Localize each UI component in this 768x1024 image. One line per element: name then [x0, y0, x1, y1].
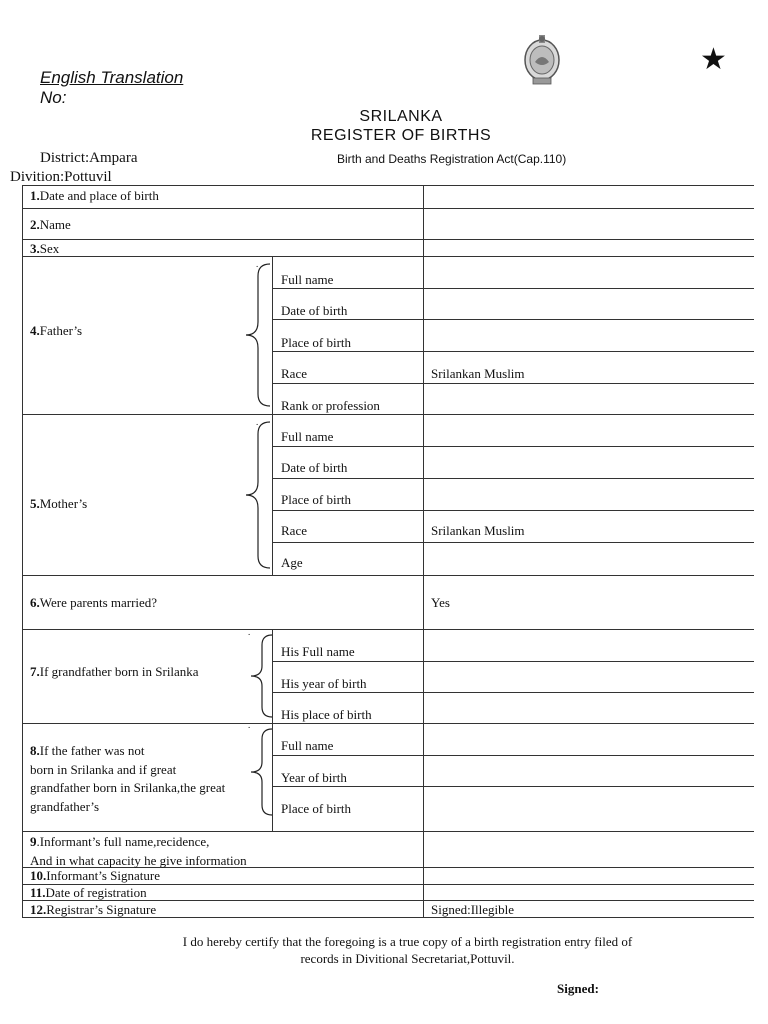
- district-label: District:Ampara: [40, 150, 138, 166]
- table-line: [22, 575, 754, 576]
- table-line: [22, 208, 754, 209]
- table-line: [272, 319, 754, 320]
- row-2-label: 2.Name: [30, 217, 71, 232]
- row-8-label: 8.If the father was not born in Srilanka and if great grandfather born in Srilanka,the great grandfather’s: [30, 743, 226, 814]
- country-title: SRILANKA: [359, 108, 443, 125]
- table-line: [22, 185, 23, 917]
- english-translation-heading: English Translation: [40, 68, 184, 87]
- tick-mark: .: [256, 417, 259, 427]
- great-grandfather-year-of-birth-label: Year of birth: [281, 770, 347, 785]
- table-line: [272, 510, 754, 511]
- grandfather-year-of-birth-label: His year of birth: [281, 676, 367, 691]
- tick-mark: .: [256, 259, 259, 269]
- table-line: [272, 786, 754, 787]
- row-11-label: 11.Date of registration: [30, 885, 147, 900]
- table-line: [272, 661, 754, 662]
- father-race-label: Race: [281, 366, 307, 381]
- signed-label: Signed:: [557, 981, 599, 996]
- star-icon: ★: [700, 42, 727, 77]
- mother-race-value: Srilankan Muslim: [431, 523, 525, 538]
- division-label: Divition:Pottuvil: [10, 169, 112, 185]
- table-line: [272, 446, 754, 447]
- row-6-label: 6.Were parents married?: [30, 595, 158, 610]
- row-7-label: 7.If grandfather born in Srilanka: [30, 664, 199, 679]
- table-line: [22, 185, 754, 186]
- table-line: [272, 256, 273, 414]
- number-label: No:: [40, 88, 67, 107]
- mother-age-label: Age: [281, 555, 303, 570]
- row-1-label: 1.Date and place of birth: [30, 188, 159, 203]
- table-line: [272, 383, 754, 384]
- father-place-of-birth-label: Place of birth: [281, 335, 352, 350]
- parents-married-value: Yes: [431, 595, 450, 610]
- row-3-label: 3.Sex: [30, 241, 60, 256]
- father-full-name-label: Full name: [281, 272, 334, 287]
- row-9-label: 9.Informant’s full name,recidence, And in what capacity he give information: [30, 834, 247, 868]
- grandfather-full-name-label: His Full name: [281, 644, 355, 659]
- mother-place-of-birth-label: Place of birth: [281, 492, 352, 507]
- table-line: [423, 185, 424, 917]
- registrar-signature-value: Signed:Illegible: [431, 902, 515, 917]
- mother-date-of-birth-label: Date of birth: [281, 460, 348, 475]
- curly-brace-icon: [246, 727, 276, 817]
- row-5-label: 5.Mother’s: [30, 496, 88, 511]
- row-10-label: 10.Informant’s Signature: [30, 868, 160, 883]
- table-line: [272, 288, 754, 289]
- row-4-label: 4.Father’s: [30, 323, 83, 338]
- table-line: [272, 542, 754, 543]
- great-grandfather-place-of-birth-label: Place of birth: [281, 801, 352, 816]
- register-title: REGISTER OF BIRTHS: [310, 127, 492, 144]
- table-line: [22, 239, 754, 240]
- tick-mark: .: [248, 627, 251, 637]
- tick-mark: .: [248, 720, 251, 730]
- mother-race-label: Race: [281, 523, 307, 538]
- act-reference: Birth and Deaths Registration Act(Cap.110): [337, 152, 567, 166]
- father-race-value: Srilankan Muslim: [431, 366, 525, 381]
- great-grandfather-full-name-label: Full name: [281, 738, 334, 753]
- table-line: [22, 629, 754, 630]
- curly-brace-icon: [246, 633, 276, 719]
- table-line: [22, 723, 754, 724]
- table-line: [272, 692, 754, 693]
- mother-full-name-label: Full name: [281, 429, 334, 444]
- father-rank-label: Rank or profession: [281, 398, 380, 413]
- table-line: [22, 414, 754, 415]
- table-line: [272, 351, 754, 352]
- table-line: [22, 256, 754, 257]
- table-line: [272, 755, 754, 756]
- table-line: [272, 414, 273, 575]
- curly-brace-icon: [242, 262, 272, 408]
- curly-brace-icon: [242, 420, 272, 570]
- father-date-of-birth-label: Date of birth: [281, 303, 348, 318]
- certification-text: I do hereby certify that the foregoing is a true copy of a birth registration entry filed of records in Divitional Secretariat,Pottuvil.: [182, 934, 633, 966]
- grandfather-place-of-birth-label: His place of birth: [281, 707, 372, 722]
- sri-lanka-emblem-icon: [521, 32, 563, 86]
- row-12-label: 12.Registrar’s Signature: [30, 902, 157, 917]
- table-line: [272, 478, 754, 479]
